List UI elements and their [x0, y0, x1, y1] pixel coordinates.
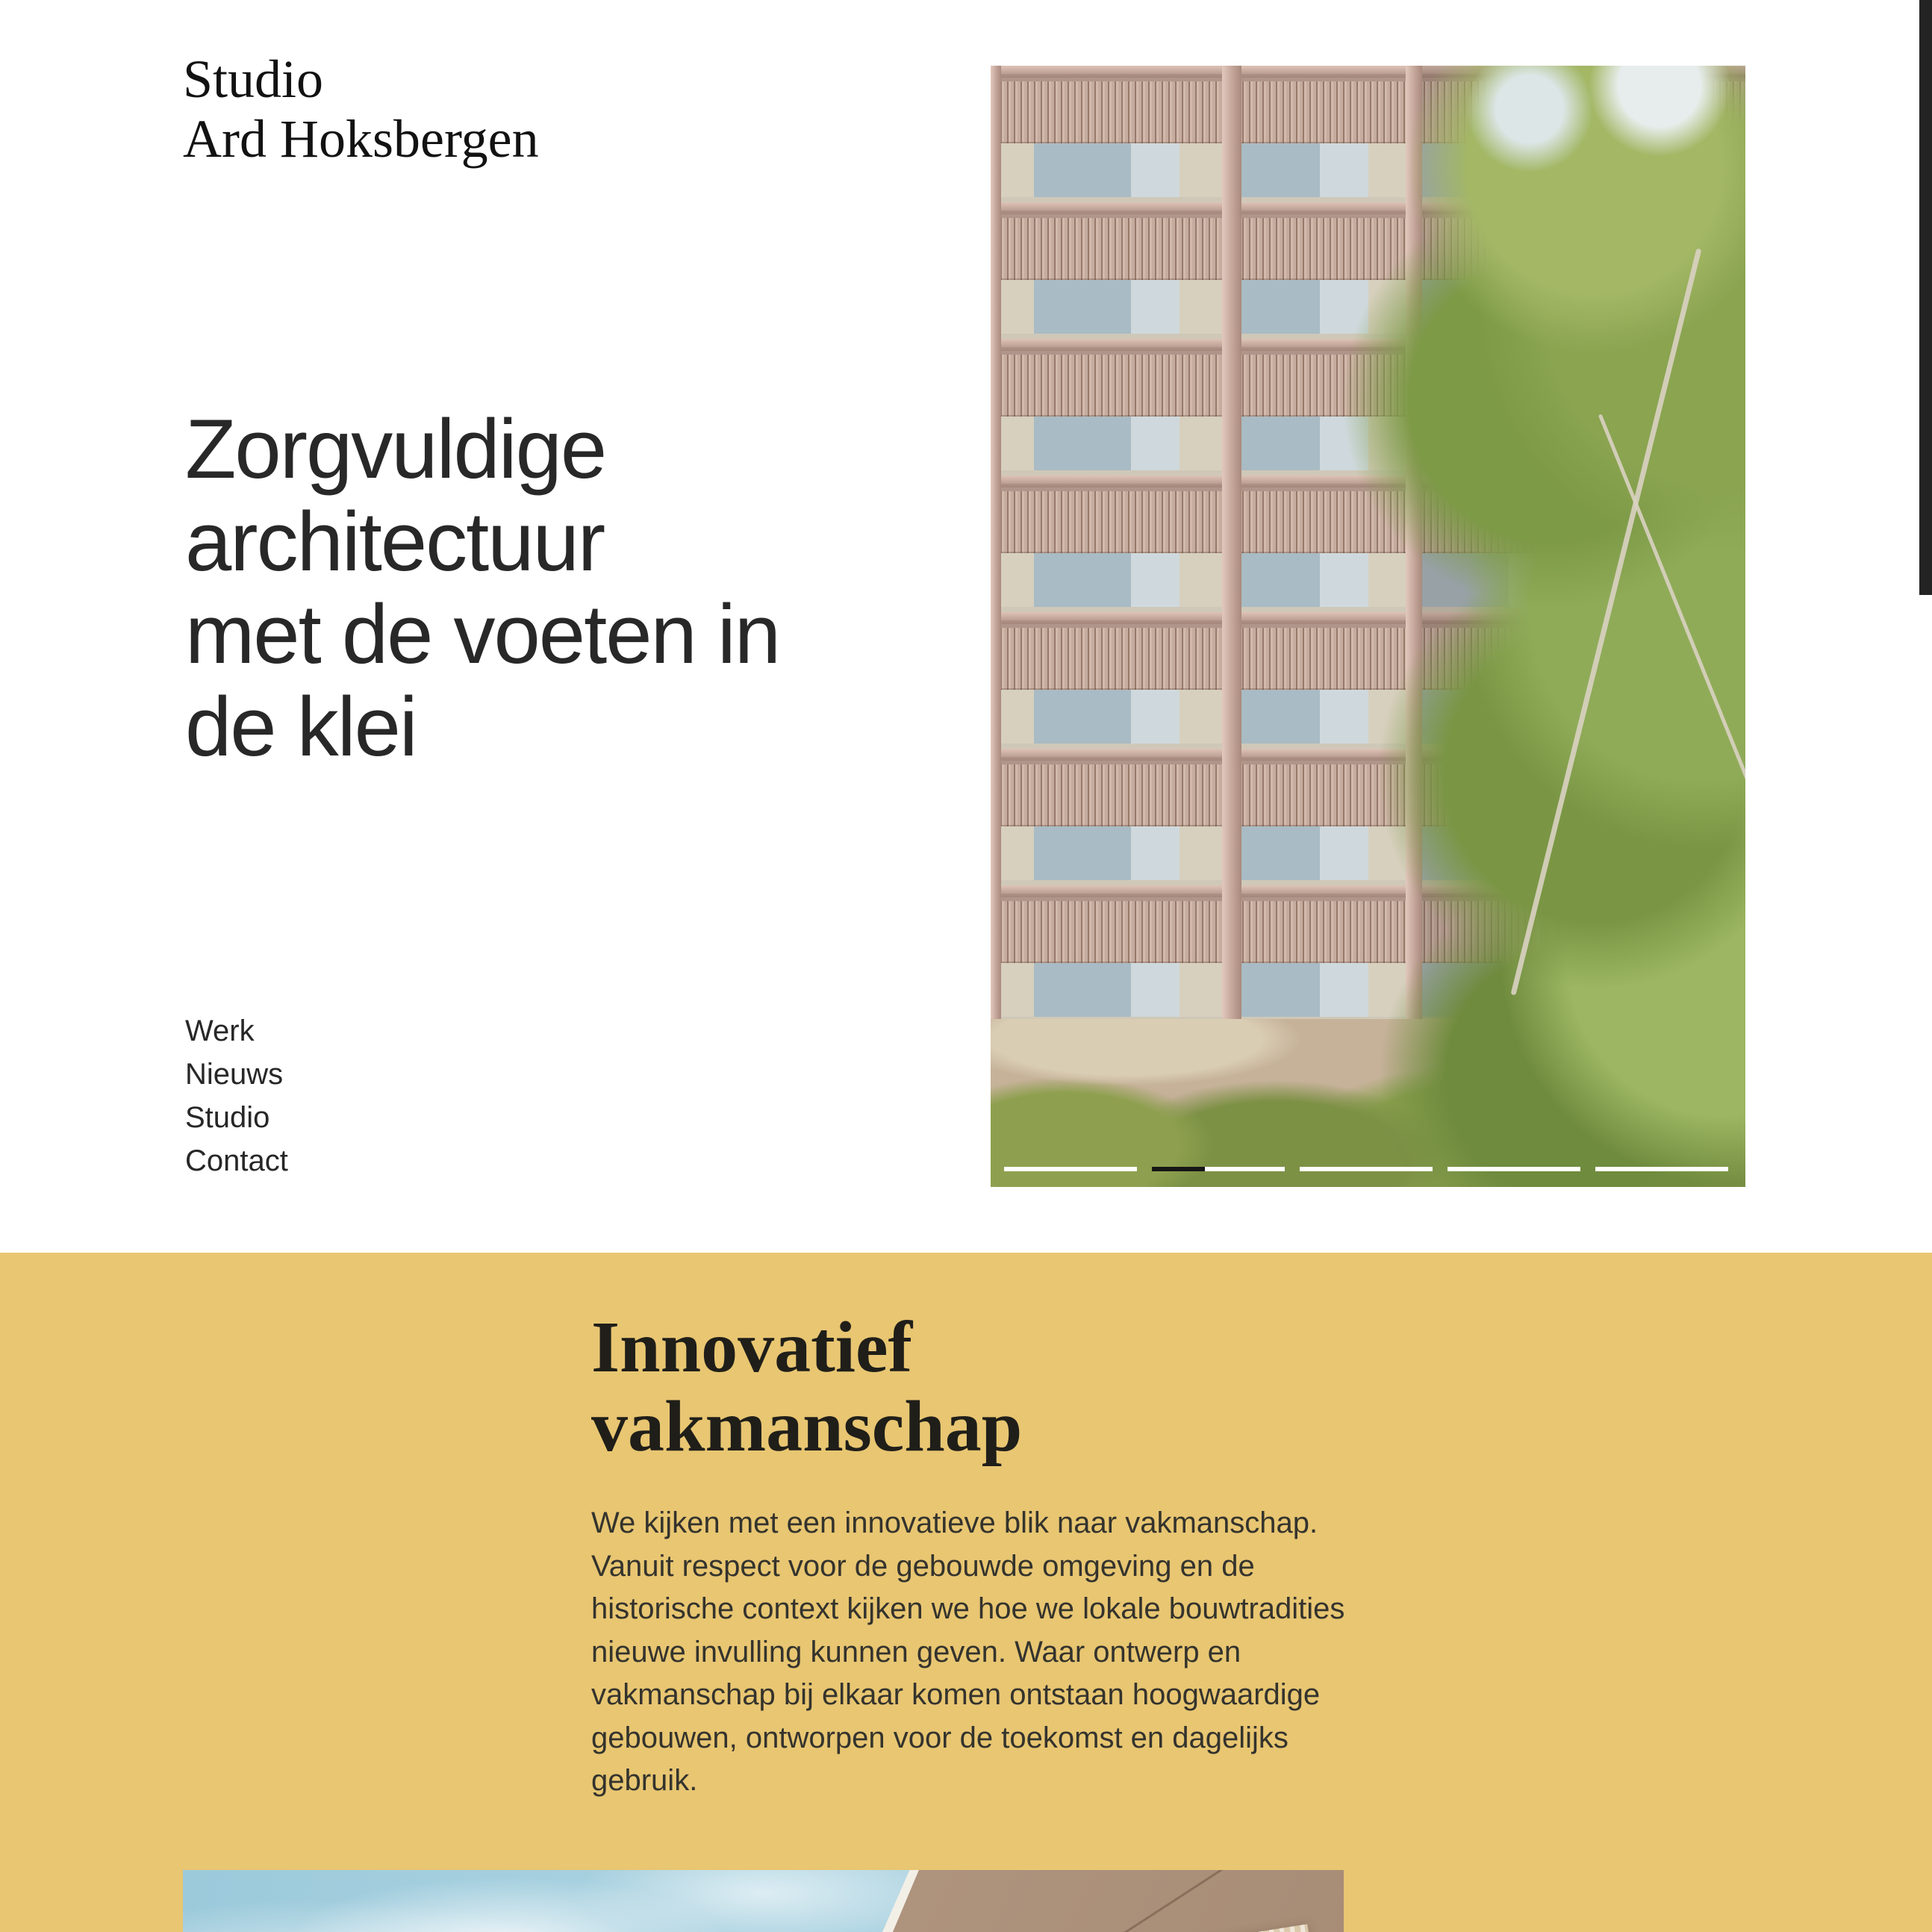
nav-item-werk[interactable]: Werk [185, 1015, 255, 1047]
section-heading-line: Innovatief [591, 1307, 913, 1388]
tree-branch [1598, 414, 1745, 782]
bottom-photo [183, 1870, 1344, 1932]
roof-skylight [1145, 1924, 1318, 1932]
nav-item-studio[interactable]: Studio [185, 1101, 270, 1134]
nav-item-contact[interactable]: Contact [185, 1144, 288, 1177]
brand-line1: Studio [183, 49, 324, 109]
carousel-indicator-3[interactable] [1300, 1167, 1433, 1171]
carousel-indicator-4[interactable] [1448, 1167, 1580, 1171]
hero-heading-line: met de voeten in [185, 588, 780, 681]
hero-heading-line: de klei [185, 680, 417, 773]
tree-branch [1510, 248, 1701, 995]
brand-line2: Ard Hoksbergen [183, 109, 539, 169]
hero-heading-line: Zorgvuldige [185, 402, 606, 496]
section-heading [591, 1308, 1022, 1466]
main-nav [185, 1009, 288, 1182]
craft-section [0, 1253, 1932, 1932]
section-body: We kijken met een innovatieve blik naar vakmanschap. Vanuit respect voor de gebouwde omgeving en de historische context kijken we hoe we lokale bouwtradities nieuwe invulling kunnen geven. Waar ontwerp en vakmanschap bij elkaar komen ontstaan hoogwaardige gebouwen, ontworpen voor de toekomst en dagelijks gebruik. [591, 1506, 1345, 1797]
carousel-indicator-5[interactable] [1595, 1167, 1728, 1171]
carousel-indicator-2[interactable] [1152, 1167, 1285, 1171]
hero-heading-line: architectuur [185, 495, 605, 588]
carousel-progress-fill [1152, 1167, 1205, 1171]
tree-foliage [1335, 66, 1745, 1187]
scrollbar-thumb[interactable] [1919, 0, 1932, 595]
hero-heading [185, 403, 779, 773]
carousel-indicator-1[interactable] [1004, 1167, 1137, 1171]
section-heading-line: vakmanschap [591, 1386, 1023, 1467]
nav-item-nieuws[interactable]: Nieuws [185, 1058, 284, 1091]
brand-logo[interactable] [183, 49, 539, 169]
hero-carousel-slide [991, 66, 1745, 1187]
carousel-indicators [1004, 1167, 1730, 1171]
